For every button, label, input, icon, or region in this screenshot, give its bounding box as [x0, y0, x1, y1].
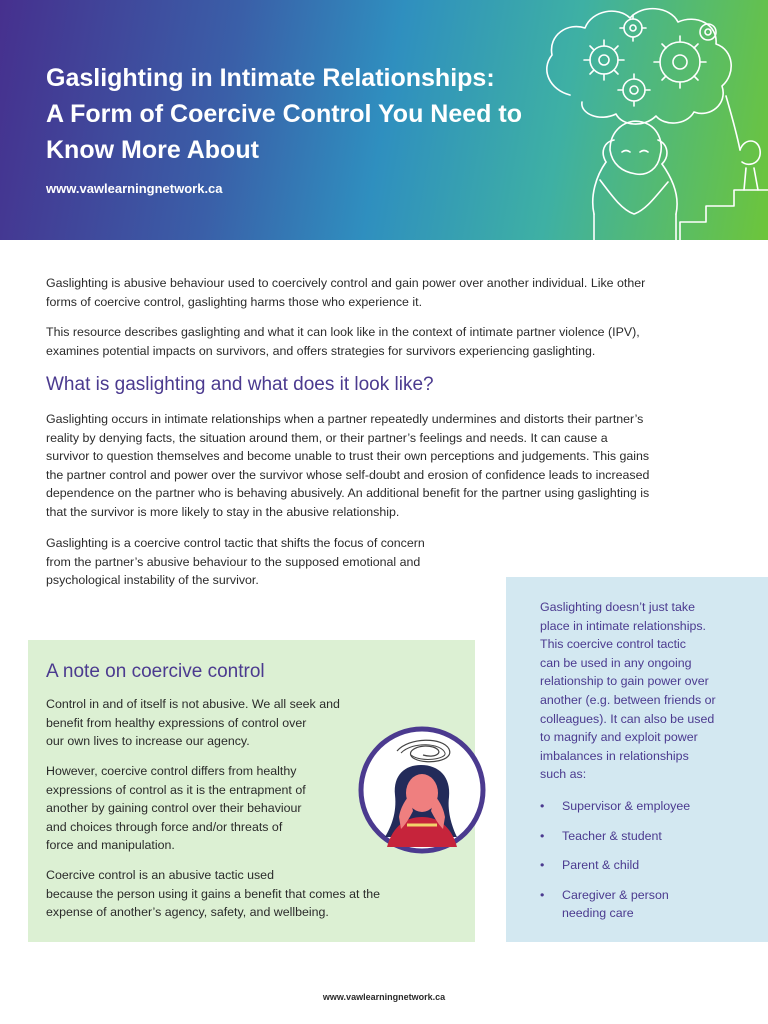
header-banner [0, 0, 768, 240]
text-line: the partner control and power over the survivor whose self-doubt and erosion of confidence leads to increased [46, 467, 650, 482]
text-line: Coercive control is an abusive tactic used [46, 868, 274, 882]
list-item-label: Parent & child [562, 858, 640, 873]
bullet-icon: • [540, 887, 545, 902]
text-line: This resource describes gaslighting and what it can look like in the context of intimate partner violence (IPV), [46, 325, 640, 339]
text-line: such as: [540, 767, 587, 782]
text-line: place in intimate relationships. [540, 618, 706, 633]
body-paragraph [46, 534, 425, 590]
text-line: to magnify and exploit power [540, 730, 698, 745]
text-line: another (e.g. between friends or [540, 692, 716, 707]
list-item-label: Caregiver & person [562, 887, 669, 902]
intro-paragraph [46, 274, 645, 311]
text-line: Gaslighting is abusive behaviour used to coercively control and gain power over another individual. Like other [46, 276, 646, 290]
bullet-icon: • [540, 858, 545, 873]
text-line: dependence on the partner who is behaving abusively. An additional benefit for the partner using gaslighting is [46, 486, 650, 501]
intro-paragraph [46, 323, 640, 360]
header-website-link[interactable]: www.vawlearningnetwork.ca [46, 181, 223, 196]
note-paragraph [46, 866, 380, 922]
text-line: that the survivor is more likely to stay in the abusive relationship. [46, 504, 400, 519]
text-line: because the person using it gains a benefit that comes at the [46, 886, 381, 901]
footer-website-link[interactable]: www.vawlearningnetwork.ca [322, 992, 446, 1002]
text-line: colleagues). It can also be used [540, 711, 715, 726]
text-line: expense of another’s agency, safety, and wellbeing. [46, 905, 329, 920]
text-line: expressions of control as it is the entrapment of [46, 782, 306, 797]
text-line: psychological instability of the survivor. [46, 573, 259, 588]
text-line: Gaslighting is a coercive control tactic that shifts the focus of concern [46, 536, 425, 550]
text-line: imbalances in relationships [540, 748, 689, 763]
document-title [46, 60, 546, 168]
text-line: examines potential impacts on survivors, and offers strategies for survivors experiencing gaslighting. [46, 343, 596, 358]
text-line: forms of coercive control, gaslighting harms those who experience it. [46, 294, 423, 309]
text-line: and choices through force and/or threats of [46, 819, 283, 834]
list-item-label: Supervisor & employee [562, 799, 691, 813]
sidebar-paragraph [540, 598, 716, 784]
list-item [540, 827, 690, 846]
text-line: from the partner’s abusive behaviour to the supposed emotional and [46, 554, 421, 569]
list-item [540, 856, 690, 875]
text-line: benefit from healthy expressions of control over [46, 715, 307, 730]
relationship-examples-list [540, 797, 690, 923]
list-item-label: Teacher & student [562, 828, 662, 843]
bullet-icon: • [540, 799, 545, 813]
text-line: Gaslighting doesn’t just take [540, 600, 695, 614]
text-line: can be used in any ongoing [540, 655, 692, 670]
list-item [540, 797, 690, 816]
note-heading: A note on coercive control [46, 661, 265, 682]
text-line: Gaslighting occurs in intimate relationships when a partner repeatedly undermines and distorts their partner’s [46, 412, 644, 426]
title-line: A Form of Coercive Control You Need to [46, 100, 522, 128]
text-line: another by gaining control over their behaviour [46, 801, 302, 816]
text-line: However, coercive control differs from healthy [46, 764, 297, 778]
list-item-label: needing care [562, 906, 634, 921]
title-line: Gaslighting in Intimate Relationships: [46, 64, 495, 92]
text-line: Control in and of itself is not abusive. We all seek and [46, 697, 340, 711]
text-line: relationship to gain power over [540, 674, 709, 689]
stressed-person-illustration [530, 0, 768, 240]
note-paragraph [46, 695, 340, 751]
title-line: Know More About [46, 136, 259, 164]
text-line: survivor to question themselves and become unable to trust their own perceptions and judgements. This gains [46, 449, 650, 464]
note-paragraph [46, 762, 306, 855]
section-heading: What is gaslighting and what does it look like? [46, 374, 434, 395]
text-line: This coercive control tactic [540, 637, 686, 652]
text-line: reality by denying facts, the situation around them, or their partner’s feelings and needs. It can cause a [46, 430, 608, 445]
anxious-woman-avatar-illustration [357, 725, 487, 855]
text-line: force and manipulation. [46, 838, 175, 853]
bullet-icon: • [540, 828, 545, 843]
list-item [540, 886, 690, 923]
body-paragraph [46, 410, 649, 522]
text-line: our own lives to increase our agency. [46, 734, 250, 749]
